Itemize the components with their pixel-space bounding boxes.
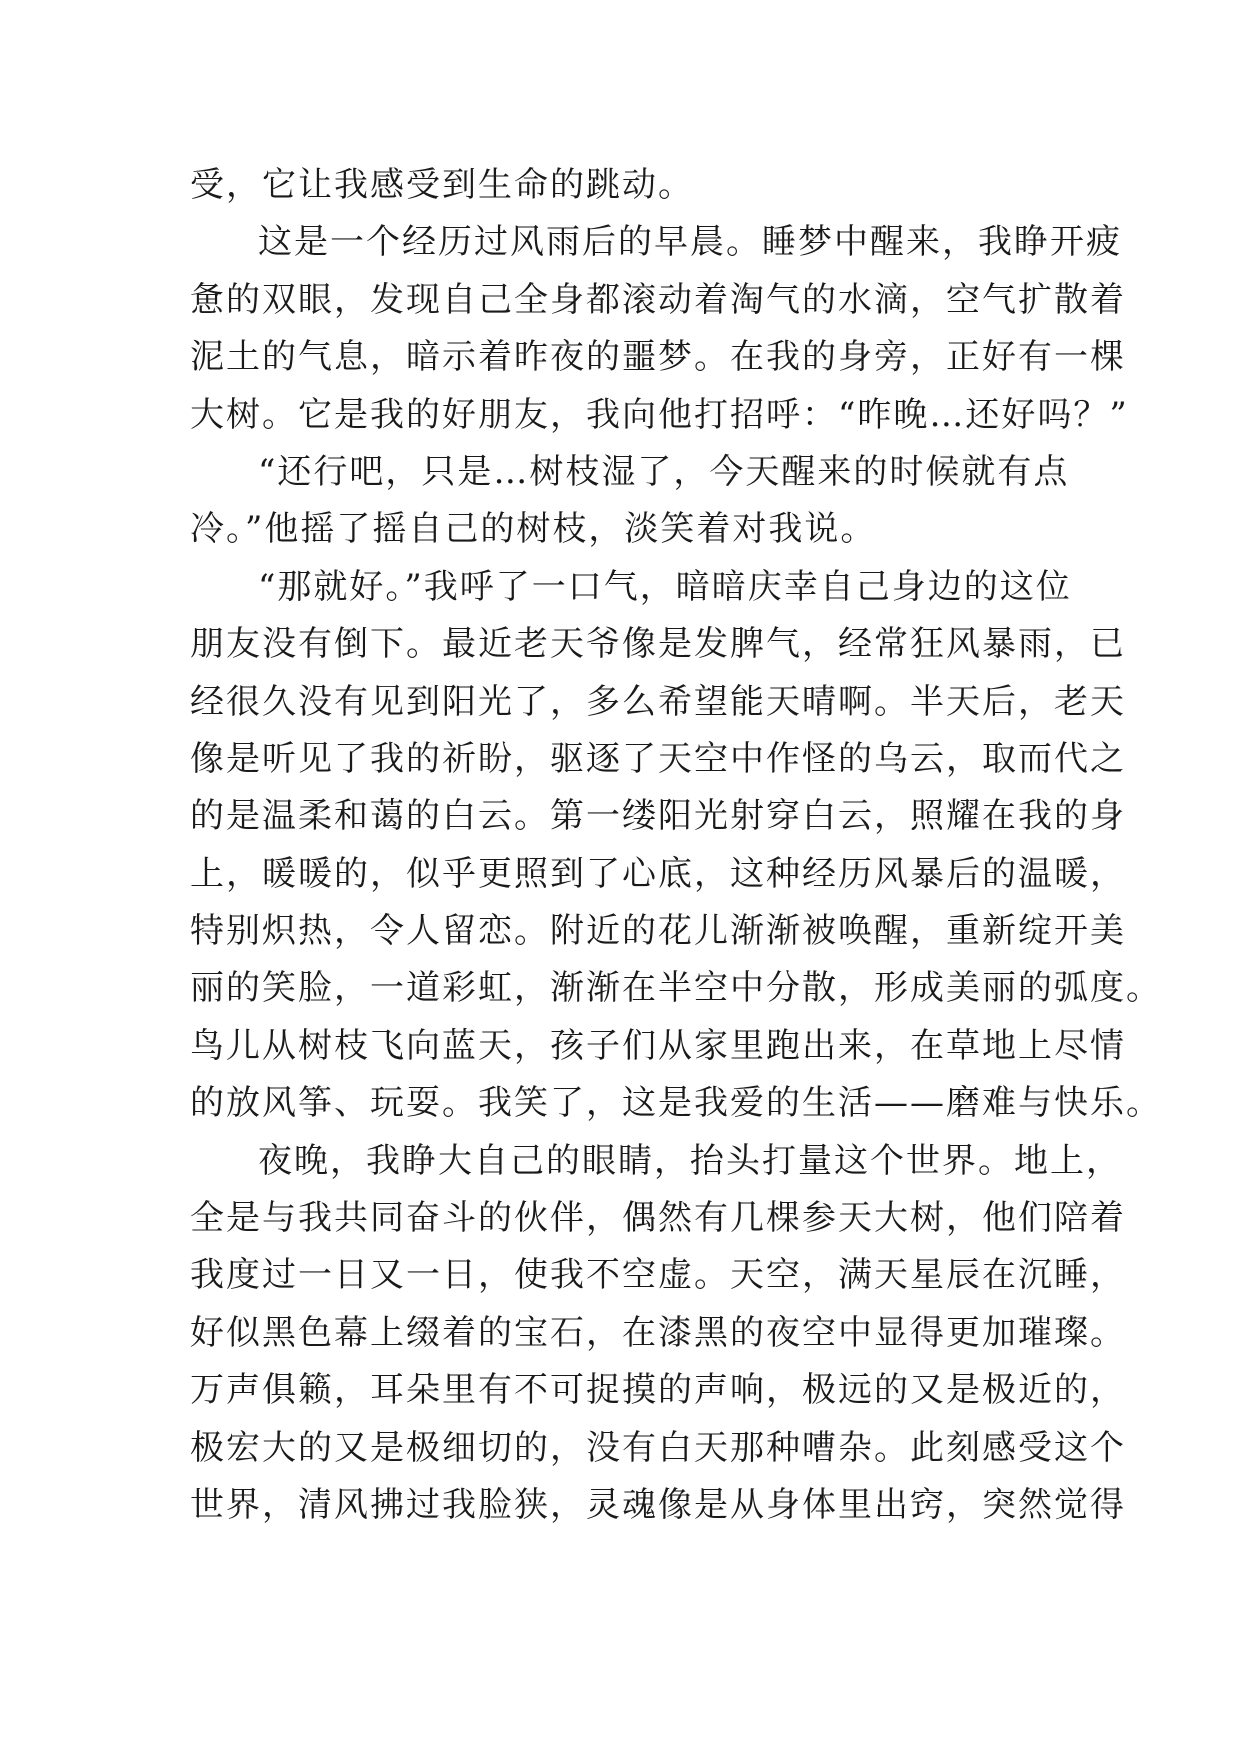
text-line: 大树。它是我的好朋友，我向他打招呼：“昨晚…还好吗？” (190, 394, 1129, 435)
text-line: “那就好。”我呼了一口气，暗暗庆幸自己身边的这位 (258, 566, 1072, 607)
text-line: 的放风筝、玩耍。我笑了，这是我爱的生活——磨难与快乐。 (190, 1083, 1162, 1124)
text-line: 经很久没有见到阳光了，多么希望能天晴啊。半天后，老天 (190, 681, 1126, 722)
text-line: 的是温柔和蔼的白云。第一缕阳光射穿白云，照耀在我的身 (190, 796, 1126, 837)
text-line: 夜晚，我睁大自己的眼睛，抬头打量这个世界。地上， (258, 1140, 1122, 1181)
text-line: 像是听见了我的祈盼，驱逐了天空中作怪的乌云，取而代之 (190, 738, 1126, 779)
text-line: 极宏大的又是极细切的，没有白天那种嘈杂。此刻感受这个 (190, 1427, 1126, 1468)
text-line: 万声俱籁，耳朵里有不可捉摸的声响，极远的又是极近的， (190, 1370, 1126, 1411)
text-line: 上，暖暖的，似乎更照到了心底，这种经历风暴后的温暖， (190, 853, 1126, 894)
text-line: 我度过一日又一日，使我不空虚。天空，满天星辰在沉睡， (190, 1255, 1126, 1296)
text-line: 特别炽热，令人留恋。附近的花儿渐渐被唤醒，重新绽开美 (190, 911, 1126, 952)
text-line: 受，它让我感受到生命的跳动。 (190, 165, 694, 205)
text-line: 全是与我共同奋斗的伙伴，偶然有几棵参天大树，他们陪着 (190, 1198, 1126, 1239)
text-line: 朋友没有倒下。最近老天爷像是发脾气，经常狂风暴雨，已 (190, 624, 1126, 665)
text-line: 冷。”他摇了摇自己的树枝，淡笑着对我说。 (190, 509, 877, 550)
text-line: 世界，清风拂过我脸狭，灵魂像是从身体里出窍，突然觉得 (190, 1484, 1126, 1525)
text-line: 丽的笑脸，一道彩虹，渐渐在半空中分散，形成美丽的弧度。 (190, 968, 1162, 1009)
text-line: 好似黑色幕上缀着的宝石，在漆黑的夜空中显得更加璀璨。 (190, 1312, 1126, 1353)
body-text (190, 157, 1162, 1534)
text-line: 鸟儿从树枝飞向蓝天，孩子们从家里跑出来，在草地上尽情 (190, 1025, 1126, 1066)
text-line: 惫的双眼，发现自己全身都滚动着淘气的水滴，空气扩散着 (190, 279, 1126, 320)
text-line: “还行吧，只是…树枝湿了，今天醒来的时候就有点 (258, 451, 1070, 492)
text-line: 泥土的气息，暗示着昨夜的噩梦。在我的身旁，正好有一棵 (190, 337, 1126, 378)
text-line: 这是一个经历过风雨后的早晨。睡梦中醒来，我睁开疲 (258, 222, 1122, 263)
